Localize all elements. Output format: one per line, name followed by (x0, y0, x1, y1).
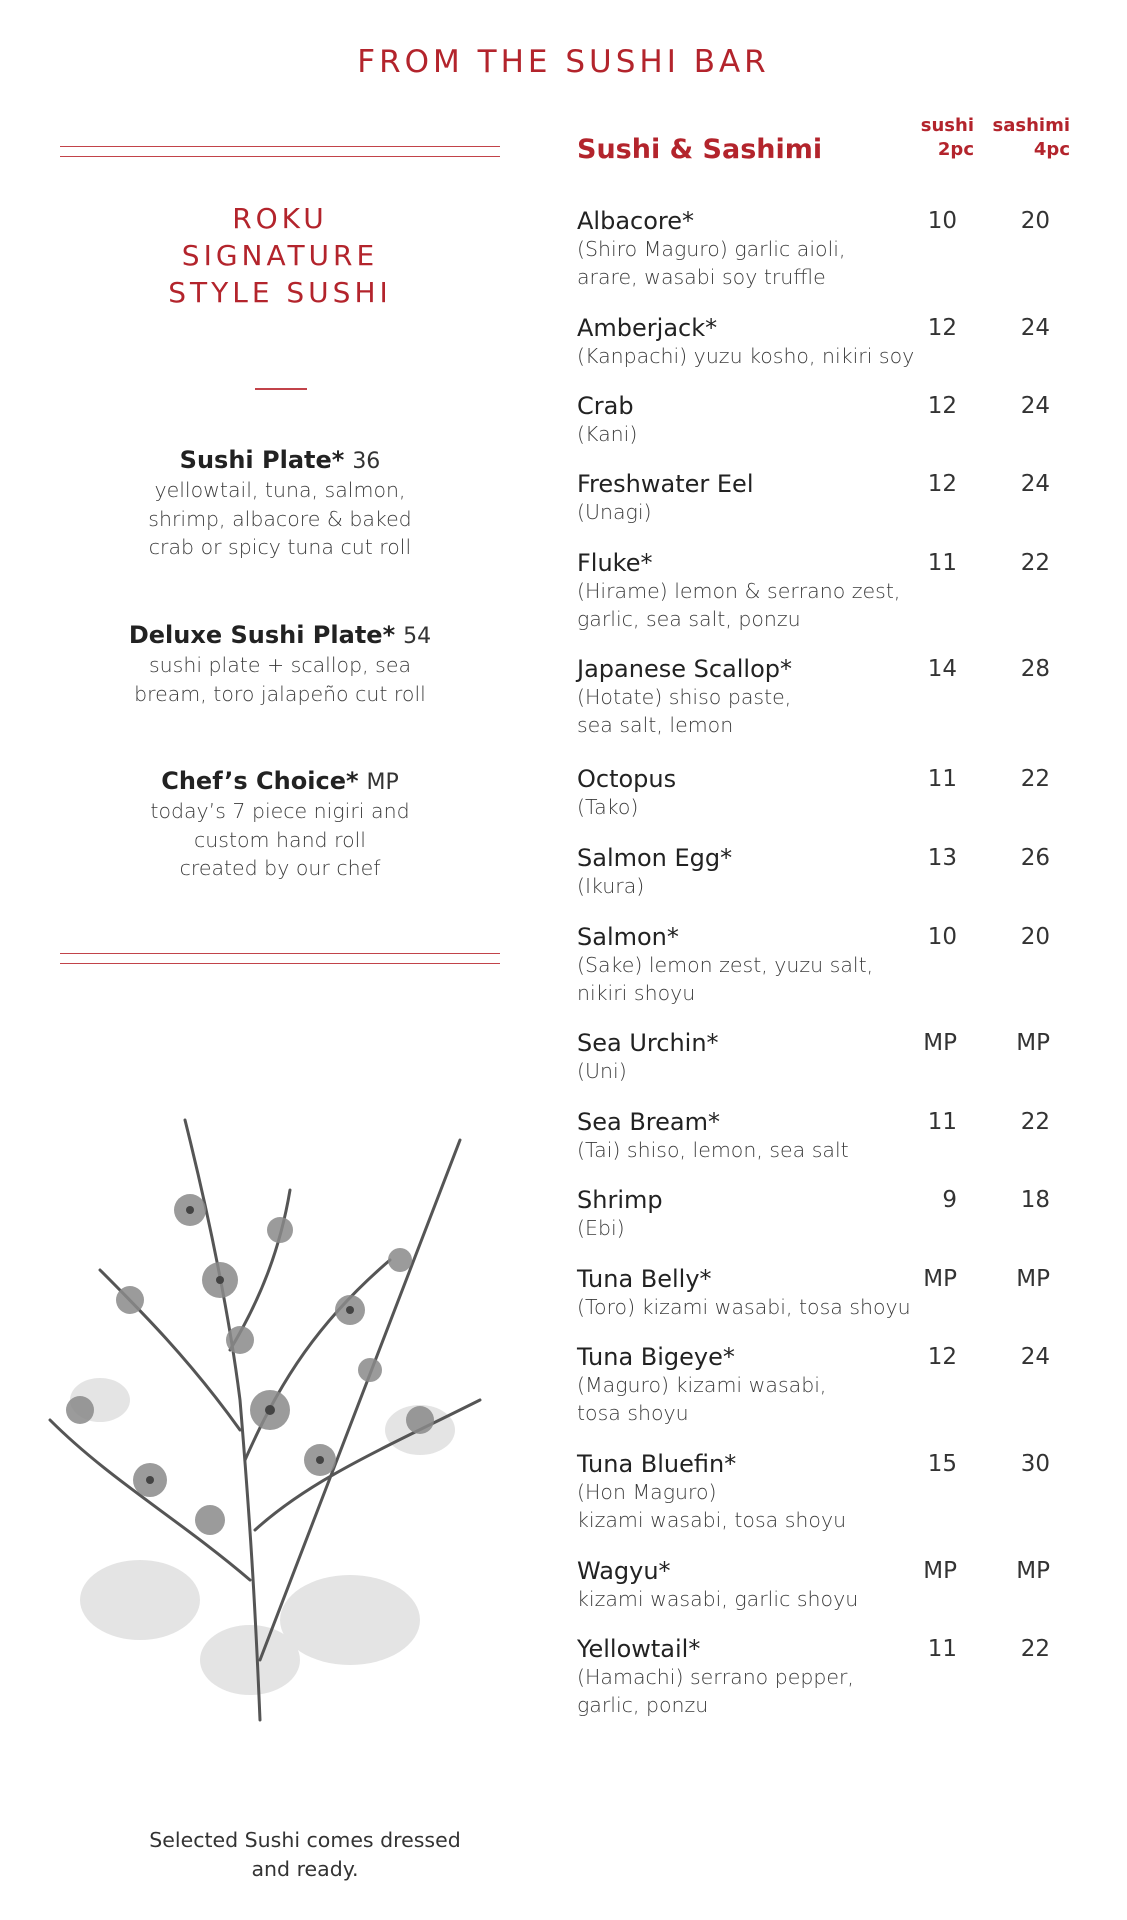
price-sashimi: 26 (1020, 845, 1050, 871)
price-sashimi: 22 (1020, 1109, 1050, 1135)
signature-title-line: SIGNATURE (181, 239, 379, 272)
footnote-line: Selected Sushi comes dressed (149, 1828, 461, 1852)
plate-desc: yellowtail, tuna, salmon, (154, 478, 406, 502)
plate-desc: shrimp, albacore & baked (148, 506, 412, 531)
menu-item (577, 654, 1070, 739)
footnote-line: and ready. (251, 1857, 359, 1881)
item-desc: tosa shoyu (577, 1400, 689, 1425)
price-sushi: 15 (927, 1451, 957, 1477)
item-desc: (Unagi) (577, 500, 652, 524)
item-desc: (Hotate) shiso paste, (577, 685, 792, 709)
item-name: Japanese Scallop* (577, 655, 792, 683)
price-sushi: 13 (927, 845, 957, 871)
item-desc: (Kanpachi) yuzu kosho, nikiri soy (577, 344, 915, 368)
signature-title (60, 200, 500, 311)
plate-price: 36 (352, 449, 381, 474)
plate-desc: bream, toro jalapeño cut roll (134, 681, 426, 706)
item-desc: (Toro) kizami wasabi, tosa shoyu (577, 1295, 911, 1319)
price-sushi: MP (923, 1266, 957, 1292)
menu-item (577, 1028, 1070, 1086)
item-desc: (Hirame) lemon & serrano zest, (577, 579, 901, 603)
price-sushi: MP (923, 1558, 957, 1584)
item-desc: sea salt, lemon (577, 712, 734, 737)
item-name: Shrimp (577, 1186, 663, 1214)
menu-item (577, 843, 1070, 901)
price-sashimi: 22 (1020, 1636, 1050, 1662)
item-desc: (Kani) (577, 422, 638, 446)
menu-item (577, 469, 1070, 527)
item-name: Freshwater Eel (577, 470, 754, 498)
price-sashimi: MP (1016, 1558, 1050, 1584)
item-desc: (Ikura) (577, 874, 645, 898)
price-sashimi: 24 (1020, 471, 1050, 497)
price-sashimi: 20 (1020, 208, 1050, 234)
price-sushi: 12 (927, 393, 957, 419)
menu-item (577, 1264, 1070, 1322)
plate-desc: created by our chef (179, 856, 381, 880)
price-sushi: 11 (927, 1109, 957, 1135)
column-header-sushi (900, 114, 974, 162)
item-desc: (Hamachi) serrano pepper, (577, 1665, 854, 1689)
divider-bottom (60, 953, 500, 964)
price-sushi: 10 (927, 924, 957, 950)
price-sashimi: 28 (1020, 656, 1050, 682)
price-sashimi: 18 (1020, 1187, 1050, 1213)
item-name: Wagyu* (577, 1557, 671, 1585)
cherry-blossom-illustration (20, 1100, 510, 1740)
price-sushi: 12 (927, 1344, 957, 1370)
menu-item (577, 1342, 1070, 1427)
item-name: Tuna Bluefin* (577, 1450, 737, 1478)
price-sushi: 10 (927, 208, 957, 234)
sushi-plate (60, 444, 500, 562)
price-sashimi: 20 (1020, 924, 1050, 950)
signature-title-line: ROKU (232, 202, 328, 235)
item-desc: (Tai) shiso, lemon, sea salt (577, 1138, 849, 1162)
divider-top (60, 146, 500, 157)
price-sashimi: 30 (1020, 1451, 1050, 1477)
item-name: Salmon* (577, 923, 679, 951)
menu-item (577, 313, 1070, 371)
item-name: Yellowtail* (577, 1635, 701, 1663)
menu-item (577, 1556, 1070, 1614)
short-divider (255, 388, 307, 390)
item-desc: (Ebi) (577, 1216, 625, 1240)
price-sushi: 11 (927, 550, 957, 576)
signature-title-line: STYLE SUSHI (168, 276, 392, 309)
price-sashimi: MP (1016, 1030, 1050, 1056)
plate-desc: today’s 7 piece nigiri and (150, 799, 410, 823)
menu-item (577, 548, 1070, 633)
item-desc: arare, wasabi soy truffle (577, 264, 826, 289)
item-desc: (Shiro Maguro) garlic aioli, (577, 237, 846, 261)
deluxe-sushi-plate (60, 619, 500, 708)
item-name: Tuna Bigeye* (577, 1343, 735, 1371)
plate-name: Deluxe Sushi Plate* (128, 621, 396, 649)
price-sashimi: 22 (1020, 766, 1050, 792)
item-desc: (Sake) lemon zest, yuzu salt, (577, 953, 874, 977)
plate-price: MP (366, 770, 399, 795)
plate-name: Sushi Plate* (179, 446, 345, 474)
item-desc: garlic, ponzu (577, 1692, 709, 1717)
price-sushi: MP (923, 1030, 957, 1056)
plate-desc: custom hand roll (194, 827, 366, 852)
column-header-sashimi (980, 114, 1070, 162)
plate-name: Chef’s Choice* (161, 767, 359, 795)
column-header-line: 2pc (937, 139, 974, 160)
column-header-line: 4pc (1033, 139, 1070, 160)
item-name: Sea Urchin* (577, 1029, 719, 1057)
item-name: Fluke* (577, 549, 653, 577)
menu-item (577, 391, 1070, 449)
menu-item (577, 1107, 1070, 1165)
price-sushi: 9 (942, 1187, 957, 1213)
page-title: FROM THE SUSHI BAR (357, 44, 770, 80)
item-desc: kizami wasabi, garlic shoyu (577, 1587, 859, 1611)
item-name: Sea Bream* (577, 1108, 720, 1136)
footnote (105, 1826, 505, 1884)
item-desc: (Maguro) kizami wasabi, (577, 1373, 827, 1397)
price-sushi: 12 (927, 315, 957, 341)
item-name: Crab (577, 392, 634, 420)
menu-item (577, 764, 1070, 822)
menu-item (577, 1185, 1070, 1243)
column-header-line: sushi (920, 115, 974, 136)
section-title: Sushi & Sashimi (577, 134, 823, 165)
item-name: Octopus (577, 765, 677, 793)
menu-item (577, 206, 1070, 291)
price-sushi: 14 (927, 656, 957, 682)
item-desc: (Hon Maguro) (577, 1480, 717, 1504)
menu-item (577, 1634, 1070, 1719)
price-sashimi: 24 (1020, 1344, 1050, 1370)
item-desc: (Tako) (577, 795, 639, 819)
price-sashimi: 22 (1020, 550, 1050, 576)
chefs-choice (60, 765, 500, 883)
price-sushi: 11 (927, 1636, 957, 1662)
price-sushi: 11 (927, 766, 957, 792)
plate-desc: sushi plate + scallop, sea (148, 653, 412, 677)
menu-item (577, 922, 1070, 1007)
price-sashimi: MP (1016, 1266, 1050, 1292)
menu-item (577, 1449, 1070, 1534)
item-name: Amberjack* (577, 314, 718, 342)
item-desc: nikiri shoyu (577, 980, 696, 1005)
price-sashimi: 24 (1020, 393, 1050, 419)
item-desc: (Uni) (577, 1059, 627, 1083)
plate-desc: crab or spicy tuna cut roll (148, 535, 412, 559)
plate-price: 54 (403, 624, 432, 649)
item-desc: kizami wasabi, tosa shoyu (577, 1507, 847, 1532)
item-name: Salmon Egg* (577, 844, 733, 872)
item-name: Tuna Belly* (577, 1265, 712, 1293)
column-header-line: sashimi (992, 115, 1070, 136)
price-sushi: 12 (927, 471, 957, 497)
price-sashimi: 24 (1020, 315, 1050, 341)
item-desc: garlic, sea salt, ponzu (577, 606, 801, 631)
item-name: Albacore* (577, 207, 695, 235)
